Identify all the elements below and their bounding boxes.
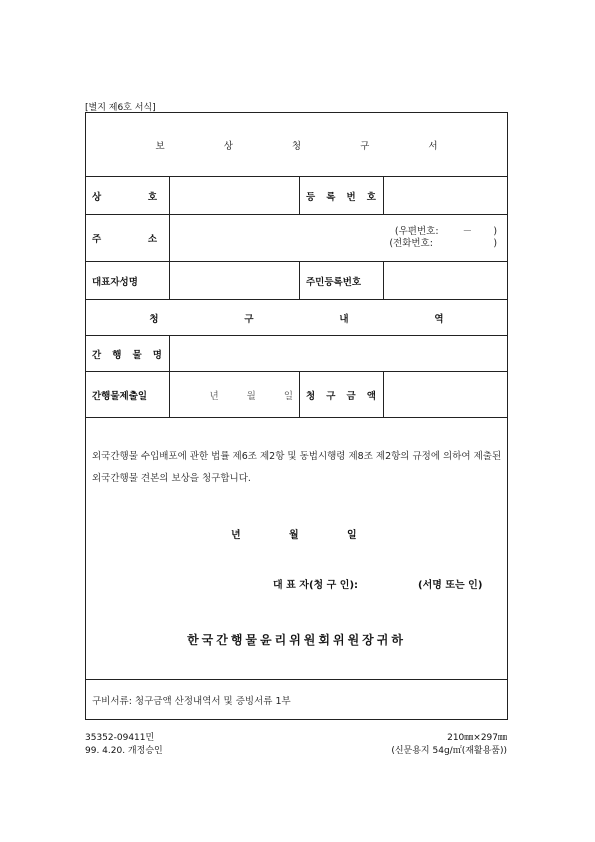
resident-no-label: 주민등록번호 xyxy=(300,262,384,300)
company-label: 상 호 xyxy=(86,177,170,215)
reg-no-label: 등 록 번 호 xyxy=(300,177,384,215)
rep-name-field[interactable] xyxy=(170,262,300,300)
form-code: 35352-09411민 xyxy=(85,733,155,743)
form-title: 보 상 청 구 서 xyxy=(86,113,508,177)
pub-name-field[interactable] xyxy=(170,336,508,372)
claim-date: 년 월 일 xyxy=(231,530,357,541)
claim-amount-label: 청 구 금 액 xyxy=(300,372,384,418)
sign-note: (서명 또는 인) xyxy=(418,580,483,591)
company-field[interactable] xyxy=(170,177,300,215)
attachments: 구비서류: 청구금액 산정내역서 및 증빙서류 1부 xyxy=(86,680,508,720)
form-tag: [별지 제6호 서식] xyxy=(85,103,156,113)
paper-type: (신문용지 54g/㎡(재활용품)) xyxy=(391,746,507,756)
claim-paragraph: 외국간행물 수입배포에 관한 법률 제6조 제2항 및 동법시행령 제8조 제2항의 규정에 의하여 제출된 외국간행물 견본의 보상을 청구합니다. xyxy=(92,451,502,484)
postal-code: (우편번호: － ) xyxy=(394,226,498,237)
claim-form xyxy=(85,112,508,720)
submit-date-label: 간행물제출일 xyxy=(86,372,170,418)
claim-body xyxy=(86,418,508,680)
approval-date: 99. 4.20. 개정승인 xyxy=(85,746,163,756)
submit-date-field[interactable]: 년 월 일 xyxy=(170,372,300,418)
reg-no-field[interactable] xyxy=(384,177,508,215)
section-header: 청 구 내 역 xyxy=(86,300,508,336)
address-field[interactable] xyxy=(170,215,508,262)
phone-number: (전화번호: ) xyxy=(389,238,498,249)
claim-amount-field[interactable] xyxy=(384,372,508,418)
addressee: 한국간행물윤리위원회위원장귀하 xyxy=(187,633,406,647)
resident-no-field[interactable] xyxy=(384,262,508,300)
paper-size: 210㎜×297㎜ xyxy=(447,733,507,743)
rep-name-label: 대표자성명 xyxy=(86,262,170,300)
pub-name-label: 간 행 물 명 xyxy=(86,336,170,372)
signer-label: 대 표 자(청 구 인): xyxy=(273,580,359,591)
address-label: 주 소 xyxy=(86,215,170,262)
